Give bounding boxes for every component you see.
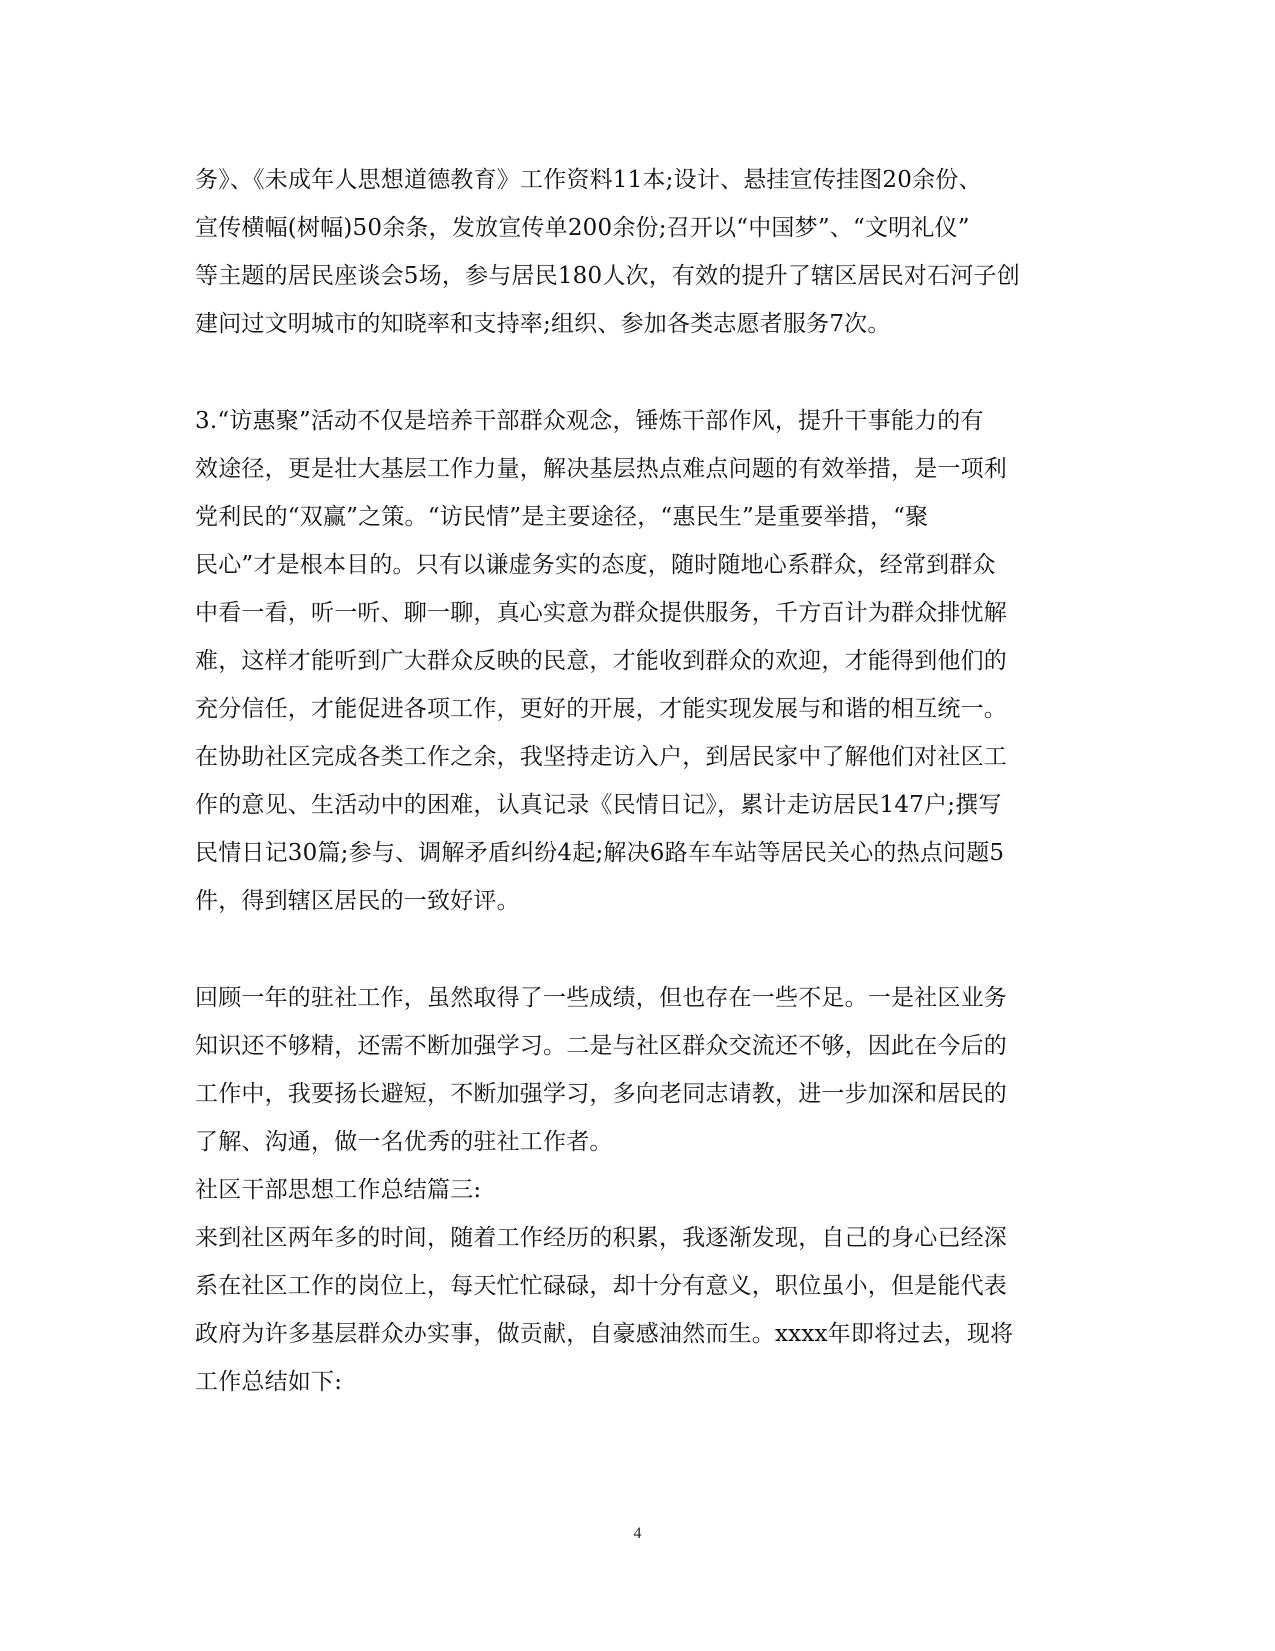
text-line: 工作总结如下: — [195, 1369, 343, 1395]
text-line: 效途径，更是壮大基层工作力量，解决基层热点难点问题的有效举措，是一项利 — [195, 456, 1007, 482]
text-line: 政府为许多基层群众办实事，做贡献，自豪感油然而生。xxxx年即将过去，现将 — [195, 1321, 1014, 1347]
paragraph-gap — [195, 925, 1075, 974]
text-line: 务》、《未成年人思想道德教育》工作资料11本;设计、悬挂宣传挂图20余份、 — [195, 167, 982, 193]
text-line: 等主题的居民座谈会5场，参与居民180人次，有效的提升了辖区居民对石河子创 — [195, 263, 1020, 289]
text-line: 了解、沟通，做一名优秀的驻社工作者。 — [195, 1129, 613, 1155]
text-line: 难，这样才能听到广大群众反映的民意，才能收到群众的欢迎，才能得到他们的 — [195, 648, 1007, 674]
text-line: 件，得到辖区居民的一致好评。 — [195, 888, 520, 914]
text-line: 民情日记30篇;参与、调解矛盾纠纷4起;解决6路车车站等居民关心的热点问题5 — [195, 840, 1005, 866]
text-line: 回顾一年的驻社工作，虽然取得了一些成绩，但也存在一些不足。一是社区业务 — [195, 985, 1007, 1011]
text-line: 知识还不够精，还需不断加强学习。二是与社区群众交流还不够，因此在今后的 — [195, 1033, 1007, 1059]
paragraph-fanghuiju — [195, 397, 1075, 925]
text-line: 党利民的“双赢”之策。“访民情”是主要途径，“惠民生”是重要举措，“聚 — [195, 504, 929, 530]
text-line: 作的意见、生活动中的困难，认真记录《民情日记》，累计走访居民147户;撰写 — [195, 792, 1002, 818]
paragraph-gap — [195, 348, 1075, 397]
text-line: 民心”才是根本目的。只有以谦虚务实的态度，随时随地心系群众，经常到群众 — [195, 552, 996, 578]
text-line: 3.“访惠聚”活动不仅是培养干部群众观念，锤炼干部作风，提升干事能力的有 — [195, 408, 984, 434]
text-line: 在协助社区完成各类工作之余，我坚持走访入户，到居民家中了解他们对社区工 — [195, 744, 1007, 770]
text-line: 建问过文明城市的知晓率和支持率;组织、参加各类志愿者服务7次。 — [195, 311, 891, 337]
text-line: 工作中，我要扬长避短，不断加强学习，多向老同志请教，进一步加深和居民的 — [195, 1081, 1007, 1107]
paragraph-review-and-summary — [195, 974, 1075, 1406]
text-line: 系在社区工作的岗位上，每天忙忙碌碌，却十分有意义，职位虽小，但是能代表 — [195, 1273, 1007, 1299]
text-line: 中看一看，听一听、聊一聊，真心实意为群众提供服务，千方百计为群众排忧解 — [195, 600, 1007, 626]
page-number: 4 — [633, 1525, 642, 1542]
section-heading: 社区干部思想工作总结篇三: — [195, 1177, 482, 1203]
text-line: 充分信任，才能促进各项工作，更好的开展，才能实现发展与和谐的相互统一。 — [195, 696, 1007, 722]
page-body — [195, 156, 1075, 1406]
text-line: 来到社区两年多的时间，随着工作经历的积累，我逐渐发现，自己的身心已经深 — [195, 1225, 1007, 1251]
paragraph-propaganda-work — [195, 156, 1075, 348]
text-line: 宣传横幅(树幅)50余条，发放宣传单200余份;召开以“中国梦”、“文明礼仪” — [195, 215, 970, 241]
